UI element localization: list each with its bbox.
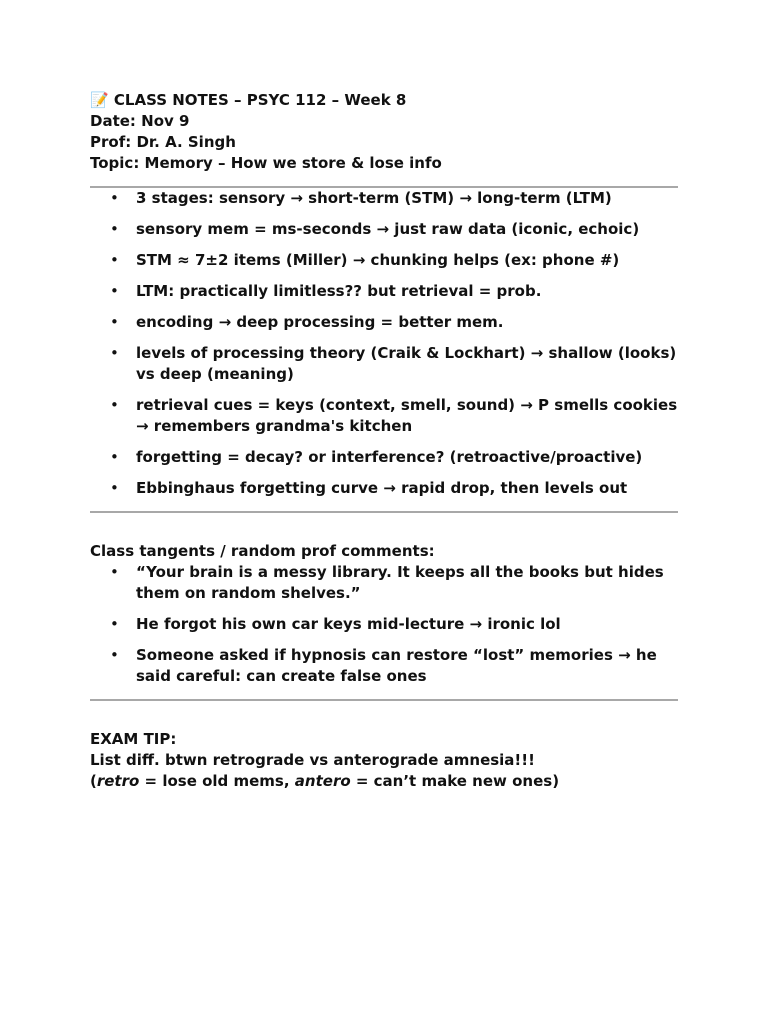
bullet-icon: • <box>110 313 119 331</box>
note-text: 3 stages: sensory → short-term (STM) → long-term (LTM) <box>136 189 612 207</box>
divider <box>90 699 678 701</box>
note-text: Ebbinghaus forgetting curve → rapid drop, then levels out <box>136 479 628 497</box>
list-item <box>90 343 678 385</box>
list-item <box>90 250 678 271</box>
bullet-icon: • <box>110 251 119 269</box>
note-text: STM ≈ 7±2 items (Miller) → chunking helps (ex: phone #) <box>136 251 620 269</box>
topic-line: Topic: Memory – How we store & lose info <box>90 154 442 172</box>
list-item <box>90 478 678 499</box>
bullet-icon: • <box>110 448 119 466</box>
header-block <box>90 90 678 174</box>
note-text: forgetting = decay? or interference? (retroactive/proactive) <box>136 448 643 466</box>
note-text: encoding → deep processing = better mem. <box>136 313 504 331</box>
divider <box>90 511 678 513</box>
antero-term: antero <box>294 772 351 790</box>
list-item <box>90 219 678 240</box>
tangent-text: Someone asked if hypnosis can restore “lost” memories → he said careful: can create false ones <box>136 646 657 685</box>
list-item <box>90 188 678 209</box>
note-text: sensory mem = ms-seconds → just raw data (iconic, echoic) <box>136 220 640 238</box>
retro-term: retro <box>96 772 140 790</box>
bullet-icon: • <box>110 344 119 362</box>
date-line: Date: Nov 9 <box>90 112 190 130</box>
exam-tip-definition <box>90 771 678 792</box>
tangent-text: “Your brain is a messy library. It keeps all the books but hides them on random shelves.” <box>136 563 664 602</box>
list-item <box>90 281 678 302</box>
bullet-icon: • <box>110 282 119 300</box>
tangents-list <box>90 562 678 687</box>
antero-definition: = can’t make new ones) <box>350 772 560 790</box>
list-item <box>90 447 678 468</box>
bullet-icon: • <box>110 396 119 414</box>
bullet-icon: • <box>110 220 119 238</box>
list-item <box>90 645 678 687</box>
notes-page <box>90 90 678 792</box>
exam-tip-label: EXAM TIP: <box>90 730 177 748</box>
list-item <box>90 312 678 333</box>
tangents-heading: Class tangents / random prof comments: <box>90 542 435 560</box>
prof-line: Prof: Dr. A. Singh <box>90 133 236 151</box>
bullet-icon: • <box>110 189 119 207</box>
retro-definition: = lose old mems, <box>139 772 295 790</box>
exam-tip-line: List diff. btwn retrograde vs anterograde amnesia!!! <box>90 751 535 769</box>
note-text: levels of processing theory (Craik & Lockhart) → shallow (looks) vs deep (meaning) <box>136 344 677 383</box>
bullet-icon: • <box>110 615 119 633</box>
notes-list <box>90 188 678 499</box>
list-item <box>90 395 678 437</box>
exam-tip-block <box>90 729 678 792</box>
tangent-text: He forgot his own car keys mid-lecture → ironic lol <box>136 615 561 633</box>
bullet-icon: • <box>110 563 119 581</box>
note-text: LTM: practically limitless?? but retrieval = prob. <box>136 282 542 300</box>
bullet-icon: • <box>110 479 119 497</box>
bullet-icon: • <box>110 646 119 664</box>
list-item <box>90 562 678 604</box>
page-title: 📝 CLASS NOTES – PSYC 112 – Week 8 <box>90 91 407 109</box>
list-item <box>90 614 678 635</box>
paren-open: ( <box>90 772 97 790</box>
note-text: retrieval cues = keys (context, smell, sound) → P smells cookies → remembers grandma's kitchen <box>136 396 678 435</box>
